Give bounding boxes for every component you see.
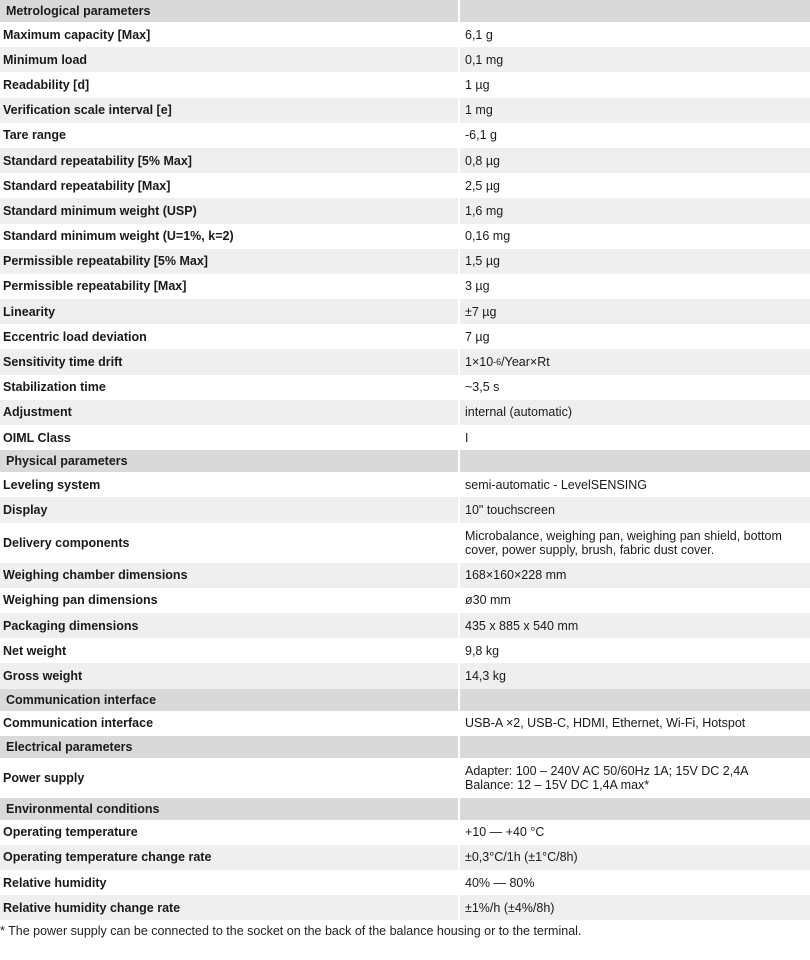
spec-value: +10 — +40 °C (458, 820, 810, 845)
spec-label: Standard repeatability [5% Max] (0, 148, 458, 173)
spec-value: ø30 mm (458, 588, 810, 613)
spec-label: Weighing pan dimensions (0, 588, 458, 613)
spec-value-base: 1×10 (465, 355, 494, 370)
spec-value: 2,5 µg (458, 173, 810, 198)
spec-value: 10" touchscreen (458, 497, 810, 522)
spec-row (0, 47, 810, 72)
spec-row (0, 613, 810, 638)
spec-value: 168×160×228 mm (458, 563, 810, 588)
spec-row (0, 123, 810, 148)
spec-label: Maximum capacity [Max] (0, 22, 458, 47)
spec-label: Operating temperature (0, 820, 458, 845)
spec-row (0, 198, 810, 223)
spec-label: Stabilization time (0, 375, 458, 400)
spec-value: ±7 µg (458, 299, 810, 324)
spec-value: Microbalance, weighing pan, weighing pan shield, bottom cover, power supply, brush, fabric dust cover. (458, 523, 810, 563)
spec-label: Readability [d] (0, 72, 458, 97)
section-header-label: Metrological parameters (0, 0, 458, 22)
spec-label: Minimum load (0, 47, 458, 72)
spec-value: 6,1 g (458, 22, 810, 47)
spec-label: Sensitivity time drift (0, 349, 458, 374)
section-header-spacer (458, 798, 810, 820)
spec-label: Linearity (0, 299, 458, 324)
spec-row (0, 845, 810, 870)
spec-label: Eccentric load deviation (0, 324, 458, 349)
section-header-spacer (458, 0, 810, 22)
section-header-spacer (458, 689, 810, 711)
section-header-label: Physical parameters (0, 450, 458, 472)
spec-value: USB-A ×2, USB-C, HDMI, Ethernet, Wi-Fi, Hotspot (458, 711, 810, 736)
spec-row (0, 895, 810, 920)
spec-row (0, 758, 810, 798)
spec-row (0, 638, 810, 663)
spec-label: Gross weight (0, 663, 458, 688)
spec-value: ~3,5 s (458, 375, 810, 400)
spec-row (0, 375, 810, 400)
spec-label: Standard minimum weight (U=1%, k=2) (0, 224, 458, 249)
spec-label: Tare range (0, 123, 458, 148)
spec-value: 1,5 µg (458, 249, 810, 274)
spec-row (0, 249, 810, 274)
spec-value: 1,6 mg (458, 198, 810, 223)
spec-row (0, 563, 810, 588)
spec-row (0, 349, 810, 374)
spec-value: 1 µg (458, 72, 810, 97)
spec-row (0, 274, 810, 299)
spec-row (0, 400, 810, 425)
spec-label: Packaging dimensions (0, 613, 458, 638)
spec-value: ±0,3°C/1h (±1°C/8h) (458, 845, 810, 870)
spec-value: semi-automatic - LevelSENSING (458, 472, 810, 497)
spec-value: 7 µg (458, 324, 810, 349)
spec-value: 9,8 kg (458, 638, 810, 663)
spec-label: Relative humidity change rate (0, 895, 458, 920)
spec-row (0, 663, 810, 688)
spec-value: 0,1 mg (458, 47, 810, 72)
spec-row (0, 148, 810, 173)
section-header (0, 736, 810, 758)
spec-value: -6,1 g (458, 123, 810, 148)
section-header-label: Environmental conditions (0, 798, 458, 820)
spec-value: 40% — 80% (458, 870, 810, 895)
spec-row (0, 22, 810, 47)
spec-label: Adjustment (0, 400, 458, 425)
section-header-spacer (458, 736, 810, 758)
spec-row (0, 324, 810, 349)
section-header (0, 450, 810, 472)
section-header (0, 0, 810, 22)
spec-value: 1×10 -6 /Year×Rt (458, 349, 810, 374)
spec-row (0, 497, 810, 522)
spec-row (0, 224, 810, 249)
spec-label: Permissible repeatability [Max] (0, 274, 458, 299)
section-header-label: Electrical parameters (0, 736, 458, 758)
spec-label: Verification scale interval [e] (0, 98, 458, 123)
spec-row (0, 820, 810, 845)
spec-value-suffix: /Year×Rt (501, 355, 550, 370)
spec-value-line: Balance: 12 – 15V DC 1,4A max* (465, 777, 650, 792)
spec-label: Relative humidity (0, 870, 458, 895)
spec-label: Operating temperature change rate (0, 845, 458, 870)
section-header (0, 798, 810, 820)
spec-value: 3 µg (458, 274, 810, 299)
section-header-label: Communication interface (0, 689, 458, 711)
footnote: * The power supply can be connected to the socket on the back of the balance housing or to the terminal. (0, 924, 582, 939)
spec-label: Net weight (0, 638, 458, 663)
spec-value: 1 mg (458, 98, 810, 123)
spec-row (0, 588, 810, 613)
spec-value: 0,16 mg (458, 224, 810, 249)
spec-value: I (458, 425, 810, 450)
spec-row (0, 72, 810, 97)
spec-label: Display (0, 497, 458, 522)
spec-row (0, 870, 810, 895)
spec-label: Permissible repeatability [5% Max] (0, 249, 458, 274)
spec-value-line: Adapter: 100 – 240V AC 50/60Hz 1A; 15V DC 2,4A (465, 763, 749, 778)
spec-row (0, 711, 810, 736)
spec-row (0, 425, 810, 450)
spec-row (0, 299, 810, 324)
spec-label: OIML Class (0, 425, 458, 450)
spec-value: 0,8 µg (458, 148, 810, 173)
spec-label: Power supply (0, 758, 458, 798)
spec-label: Communication interface (0, 711, 458, 736)
spec-label: Delivery components (0, 523, 458, 563)
spec-value (458, 758, 810, 798)
spec-label: Standard minimum weight (USP) (0, 198, 458, 223)
spec-value: 435 x 885 x 540 mm (458, 613, 810, 638)
spec-row (0, 523, 810, 563)
spec-label: Leveling system (0, 472, 458, 497)
spec-row (0, 173, 810, 198)
spec-value: internal (automatic) (458, 400, 810, 425)
spec-value: 14,3 kg (458, 663, 810, 688)
section-header (0, 689, 810, 711)
spec-row (0, 98, 810, 123)
section-header-spacer (458, 450, 810, 472)
spec-label: Weighing chamber dimensions (0, 563, 458, 588)
spec-value: ±1%/h (±4%/8h) (458, 895, 810, 920)
spec-label: Standard repeatability [Max] (0, 173, 458, 198)
spec-row (0, 472, 810, 497)
